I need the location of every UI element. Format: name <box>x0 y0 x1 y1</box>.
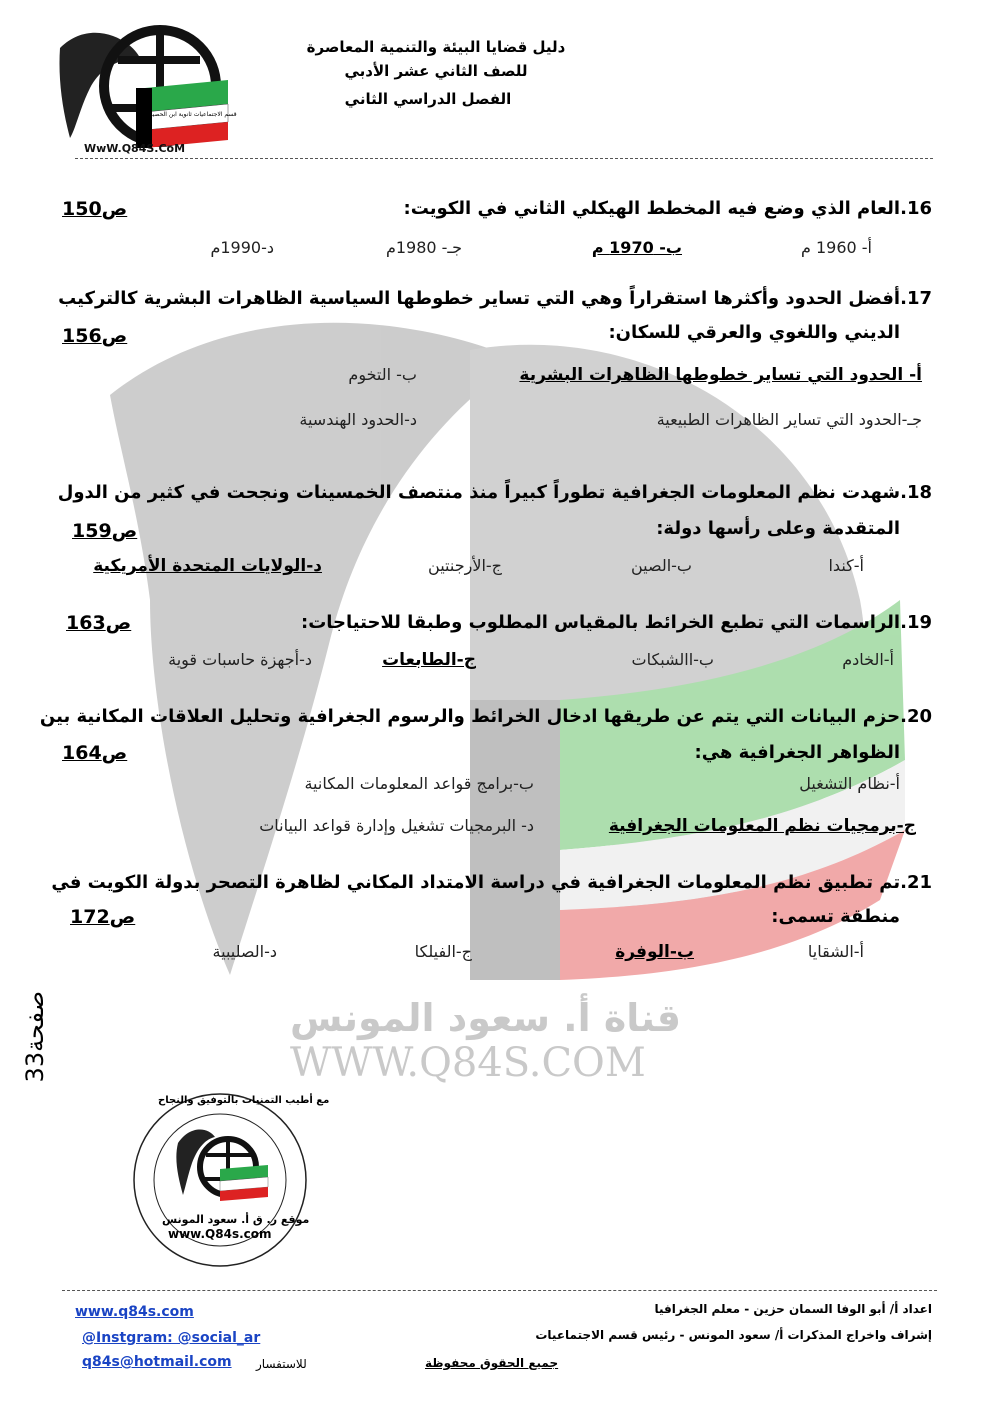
question-18-page-ref: ص159 <box>72 520 138 542</box>
footer-inquiry-label: للاستفسار <box>256 1357 307 1371</box>
question-18-option-c: ج-الأرجنتين <box>428 556 502 575</box>
stamp-arc-text: مع أطيب التمنيات بالتوفيق والنجاح <box>158 1095 330 1106</box>
question-21-option-a: أ-الشقايا <box>807 942 864 961</box>
question-20-text: 20.حزم البيانات التي يتم عن طريقها ادخال الخرائط والرسوم الجغرافية وتحليل العلاقات المكانية بين <box>39 706 932 727</box>
question-17-page-ref: ص156 <box>62 325 128 347</box>
question-18-option-b: ب-الصين <box>630 556 692 575</box>
stamp-site-label: موقع ر. ق أ. سعود المونس <box>162 1213 310 1226</box>
question-18-text: 18.شهدت نظم المعلومات الجغرافية تطوراً كبيراً منذ منتصف الخمسينات ونجحت في كثير من الدول <box>57 482 932 503</box>
question-21-text-line2: منطقة تسمى: <box>771 906 900 927</box>
footer-instagram-link[interactable]: @Instgram: @social_ar <box>82 1330 261 1346</box>
question-20-option-a: أ-نظام التشغيل <box>799 774 900 793</box>
logo <box>40 8 240 158</box>
question-18-option-d-answer: د-الولايات المتحدة الأمريكية <box>93 556 322 576</box>
page-number: صفحة33 <box>21 991 49 1083</box>
footer-email-link[interactable]: q84s@hotmail.com <box>82 1354 232 1370</box>
watermark-site-text: WWW.Q84S.COM <box>290 1040 646 1086</box>
header-semester: الفصل الدراسي الثاني <box>344 90 512 108</box>
question-16-option-d: د-1990م <box>210 238 274 257</box>
logo-badge-text: قسم الاجتماعيات ثانوية ابن الحصين <box>148 111 237 118</box>
question-17-option-a-answer: أ- الحدود التي تساير خطوطها الظاهرات البشرية <box>519 365 922 385</box>
question-17-option-b: ب- التخوم <box>348 365 417 384</box>
question-17-text: 17.أفضل الحدود وأكثرها استقراراً وهي التي تساير خطوطها السياسية الظاهرات البشرية كالتركيب <box>58 288 932 309</box>
stamp <box>120 1085 330 1275</box>
logo-site-text: WwW.Q84S.CoM <box>84 142 186 155</box>
question-16-option-a: أ- 1960 م <box>800 238 872 257</box>
question-20-option-d: د- البرمجيات تشغيل وإدارة قواعد البيانات <box>259 816 534 835</box>
question-16-option-b-answer: ب- 1970 م <box>591 238 682 257</box>
stamp-url: www.Q84s.com <box>168 1227 272 1241</box>
question-17-text-line2: الديني واللغوي والعرقي للسكان: <box>608 322 900 343</box>
stamp-icon <box>120 1085 320 1275</box>
header-grade: للصف الثاني عشر الأدبي <box>344 62 528 80</box>
question-21-page-ref: ص172 <box>70 906 136 928</box>
question-17-option-d: د-الحدود الهندسية <box>299 410 417 429</box>
question-20-option-c-answer: ج-برمجيات نظم المعلومات الجغرافية <box>608 816 916 836</box>
question-16-text: 16.العام الذي وضع فيه المخطط الهيكلي الثاني في الكويت: <box>403 198 932 219</box>
question-21-option-c: ج-الفيلكا <box>414 942 472 961</box>
question-20-page-ref: ص164 <box>62 742 128 764</box>
question-20-option-b: ب-برامج قواعد المعلومات المكانية <box>304 774 534 793</box>
question-16-page-ref: ص150 <box>62 198 128 220</box>
question-18-text-line2: المتقدمة وعلى رأسها دولة: <box>656 518 900 539</box>
question-17-option-c: جـ-الحدود التي تساير الظاهرات الطبيعية <box>656 410 922 429</box>
question-21-option-d: د-الصليبية <box>212 942 277 961</box>
footer-rights: جميع الحقوق محفوظة <box>425 1356 559 1370</box>
question-19-option-a: أ-الخادم <box>842 650 894 669</box>
footer-supervision: إشراف واخراج المذكرات أ/ سعود المونس - رئيس قسم الاجتماعيات <box>535 1328 932 1342</box>
footer-divider <box>62 1290 937 1291</box>
question-16-option-c: جـ- 1980م <box>385 238 462 257</box>
question-19-text: 19.الراسمات التي تطبع الخرائط بالمقياس المطلوب وطبقا للاحتياجات: <box>301 612 932 633</box>
question-19-page-ref: ص163 <box>66 612 132 634</box>
question-20-text-line2: الظواهر الجغرافية هي: <box>694 742 900 763</box>
question-21-option-b-answer: ب-الوفرة <box>615 942 694 962</box>
question-19-option-c-answer: ج-الطابعات <box>382 650 476 670</box>
question-19-option-b: ب-االشبكات <box>631 650 714 669</box>
question-18-option-a: أ-كندا <box>828 556 864 575</box>
question-21-text: 21.تم تطبيق نظم المعلومات الجغرافية في دراسة الامتداد المكاني لظاهرة التصحر بدولة الكويت في <box>51 872 932 893</box>
watermark-channel-text: قناة أ. سعود المونس <box>290 996 681 1040</box>
header-divider <box>75 158 933 159</box>
question-19-option-d: د-أجهزة حاسبات قوية <box>168 650 312 669</box>
footer-prepared-by: اعداد أ/ أبو الوفا السمان حزين - معلم الجغرافيا <box>654 1302 932 1316</box>
header-title: دليل قضايا البيئة والتنمية المعاصرة <box>306 38 566 56</box>
watermark-black-wedge <box>470 700 560 980</box>
footer-website-link[interactable]: www.q84s.com <box>75 1304 194 1320</box>
q84s-logo-icon <box>40 8 240 158</box>
